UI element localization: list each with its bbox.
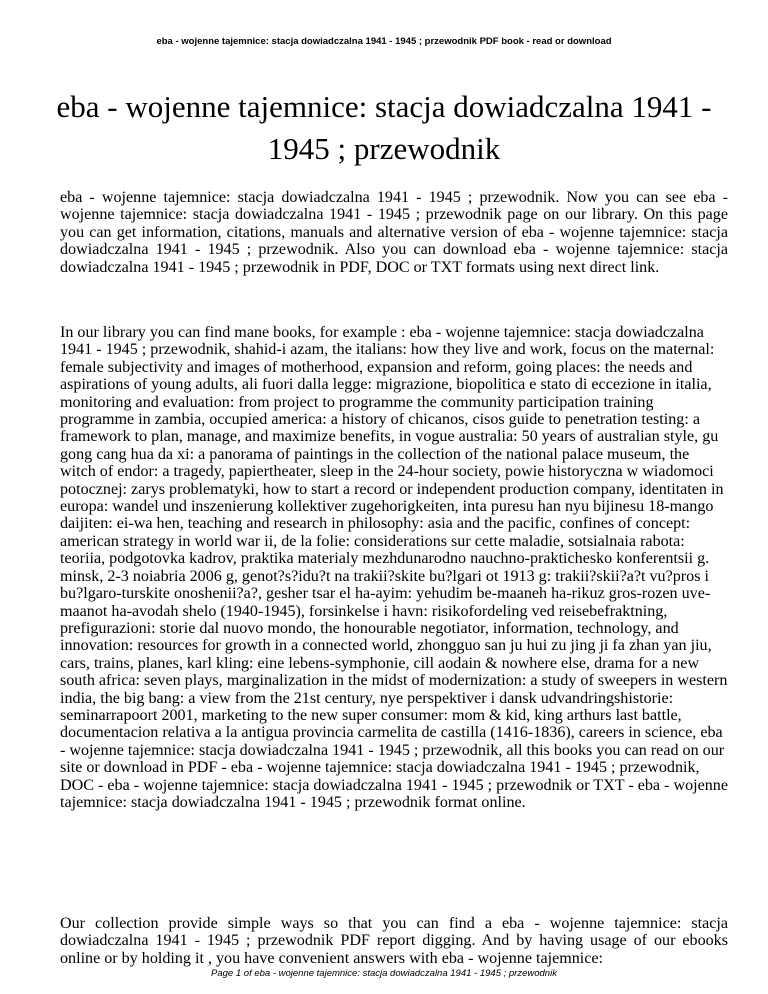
library-paragraph: In our library you can find mane books, for example : eba - wojenne tajemnice: stacja dowiadczalna 1941 - 1945 ; przewodnik, shahid-i azam, the italians: how they live and work, focus on the maternal: female subjectivity and images of motherhood, expansion and reform, going places: the needs and aspirations of young adults, ali fuori dalla legge: migrazione, biopolitica e stato di eccezione in italia, monitoring and evaluation: from project to programme the community participation training programme in zambia, occupied america: a history of chicanos, cisos guide to penetration testing: a framework to plan, manage, and maximize benefits, in vogue australia: 50 years of australian style, gu gong cang hua da xi: a panorama of paintings in the collection of the national palace museum, the witch of endor: a tragedy, papiertheater, sleep in the 24-hour society, powie historyczna w wiadomoci potocznej: zarys problematyki, how to start a record or independent production company, identitaten in europa: wandel und inszenierung kollektiver zugehorigkeiten, inta puresu han nyu bijinesu 18-mango daijiten: ei-wa hen, teaching and research in philosophy: asia and the pacific, confines of concept: american strategy in world war ii, de la folie: considerations sur cette maladie, sotsialnaia rabota: teoriia, podgotovka kadrov, praktika materialy mezhdunarodno nauchno-prakticheskο konferentsii g. minsk, 2-3 noiabria 2006 g, genot?s?idu?t na trakii?skite bu?lgari ot 1913 g: trakii?skii?a?t vu?pros i bu?lgaro-turskite onoshenii?a?, gesher tsar el ha-ayim: yehudim be-maaneh ha-rikuz gros-rozen uve-maanot ha-avodah shelo (1940-1945), forsinkelse i havn: risikofordeling ved reisebefraktning, prefigurazioni: storie dal nuovo mondo, the honourable negotiator, information, technology, and innovation: resources for growth in a connected world, zhongguo san ju hui zu jing ji fa zhan yan jiu, cars, trains, planes, karl kling: eine lebens-symphonie, cill aodain & nowhere else, drama for a new south africa: seven plays, marginalization in the midst of modernization: a study of sweepers in western india, the big bang: a view from the 21st century, nye perspektiver i dansk udvandringshistorie: seminarrapoort 2001, marketing to the new super consumer: mom & kid, king arthurs last battle, documentacion relativa a la antigua provincia carmelita de castilla (1416-1836), careers in science, eba - wojenne tajemnice: stacja dowiadczalna 1941 - 1945 ; przewodnik, all this books you can read on our site or download in PDF - eba - wojenne tajemnice: stacja dowiadczalna 1941 - 1945 ; przewodnik, DOC - eba - wojenne tajemnice: stacja dowiadczalna 1941 - 1945 ; przewodnik or TXT - eba - wojenne tajemnice: stacja dowiadczalna 1941 - 1945 ; przewodnik format online. (60, 324, 728, 811)
page-header: eba - wojenne tajemnice: stacja dowiadczalna 1941 - 1945 ; przewodnik PDF book - read or download (156, 36, 612, 47)
page-footer: Page 1 of eba - wojenne tajemnice: stacja dowiadczalna 1941 - 1945 ; przewodnik (211, 968, 557, 979)
intro-paragraph: eba - wojenne tajemnice: stacja dowiadczalna 1941 - 1945 ; przewodnik. Now you can see eba - wojenne tajemnice: stacja dowiadczalna 1941 - 1945 ; przewodnik page on our library. On this page you can get information, citations, manuals and alternative version of eba - wojenne tajemnice: stacja dowiadczalna 1941 - 1945 ; przewodnik. Also you can download eba - wojenne tajemnice: stacja dowiadczalna 1941 - 1945 ; przewodnik in PDF, DOC or TXT formats using next direct link. (60, 189, 728, 276)
page-title: eba - wojenne tajemnice: stacja dowiadczalna 1941 - 1945 ; przewodnik (56, 89, 712, 166)
collection-paragraph: Our collection provide simple ways so that you can find a eba - wojenne tajemnice: stacja dowiadczalna 1941 - 1945 ; przewodnik PDF report digging. And by having usage of our ebooks online or by holding it , you have convenient answers with eba - wojenne tajemnice: (60, 915, 728, 967)
